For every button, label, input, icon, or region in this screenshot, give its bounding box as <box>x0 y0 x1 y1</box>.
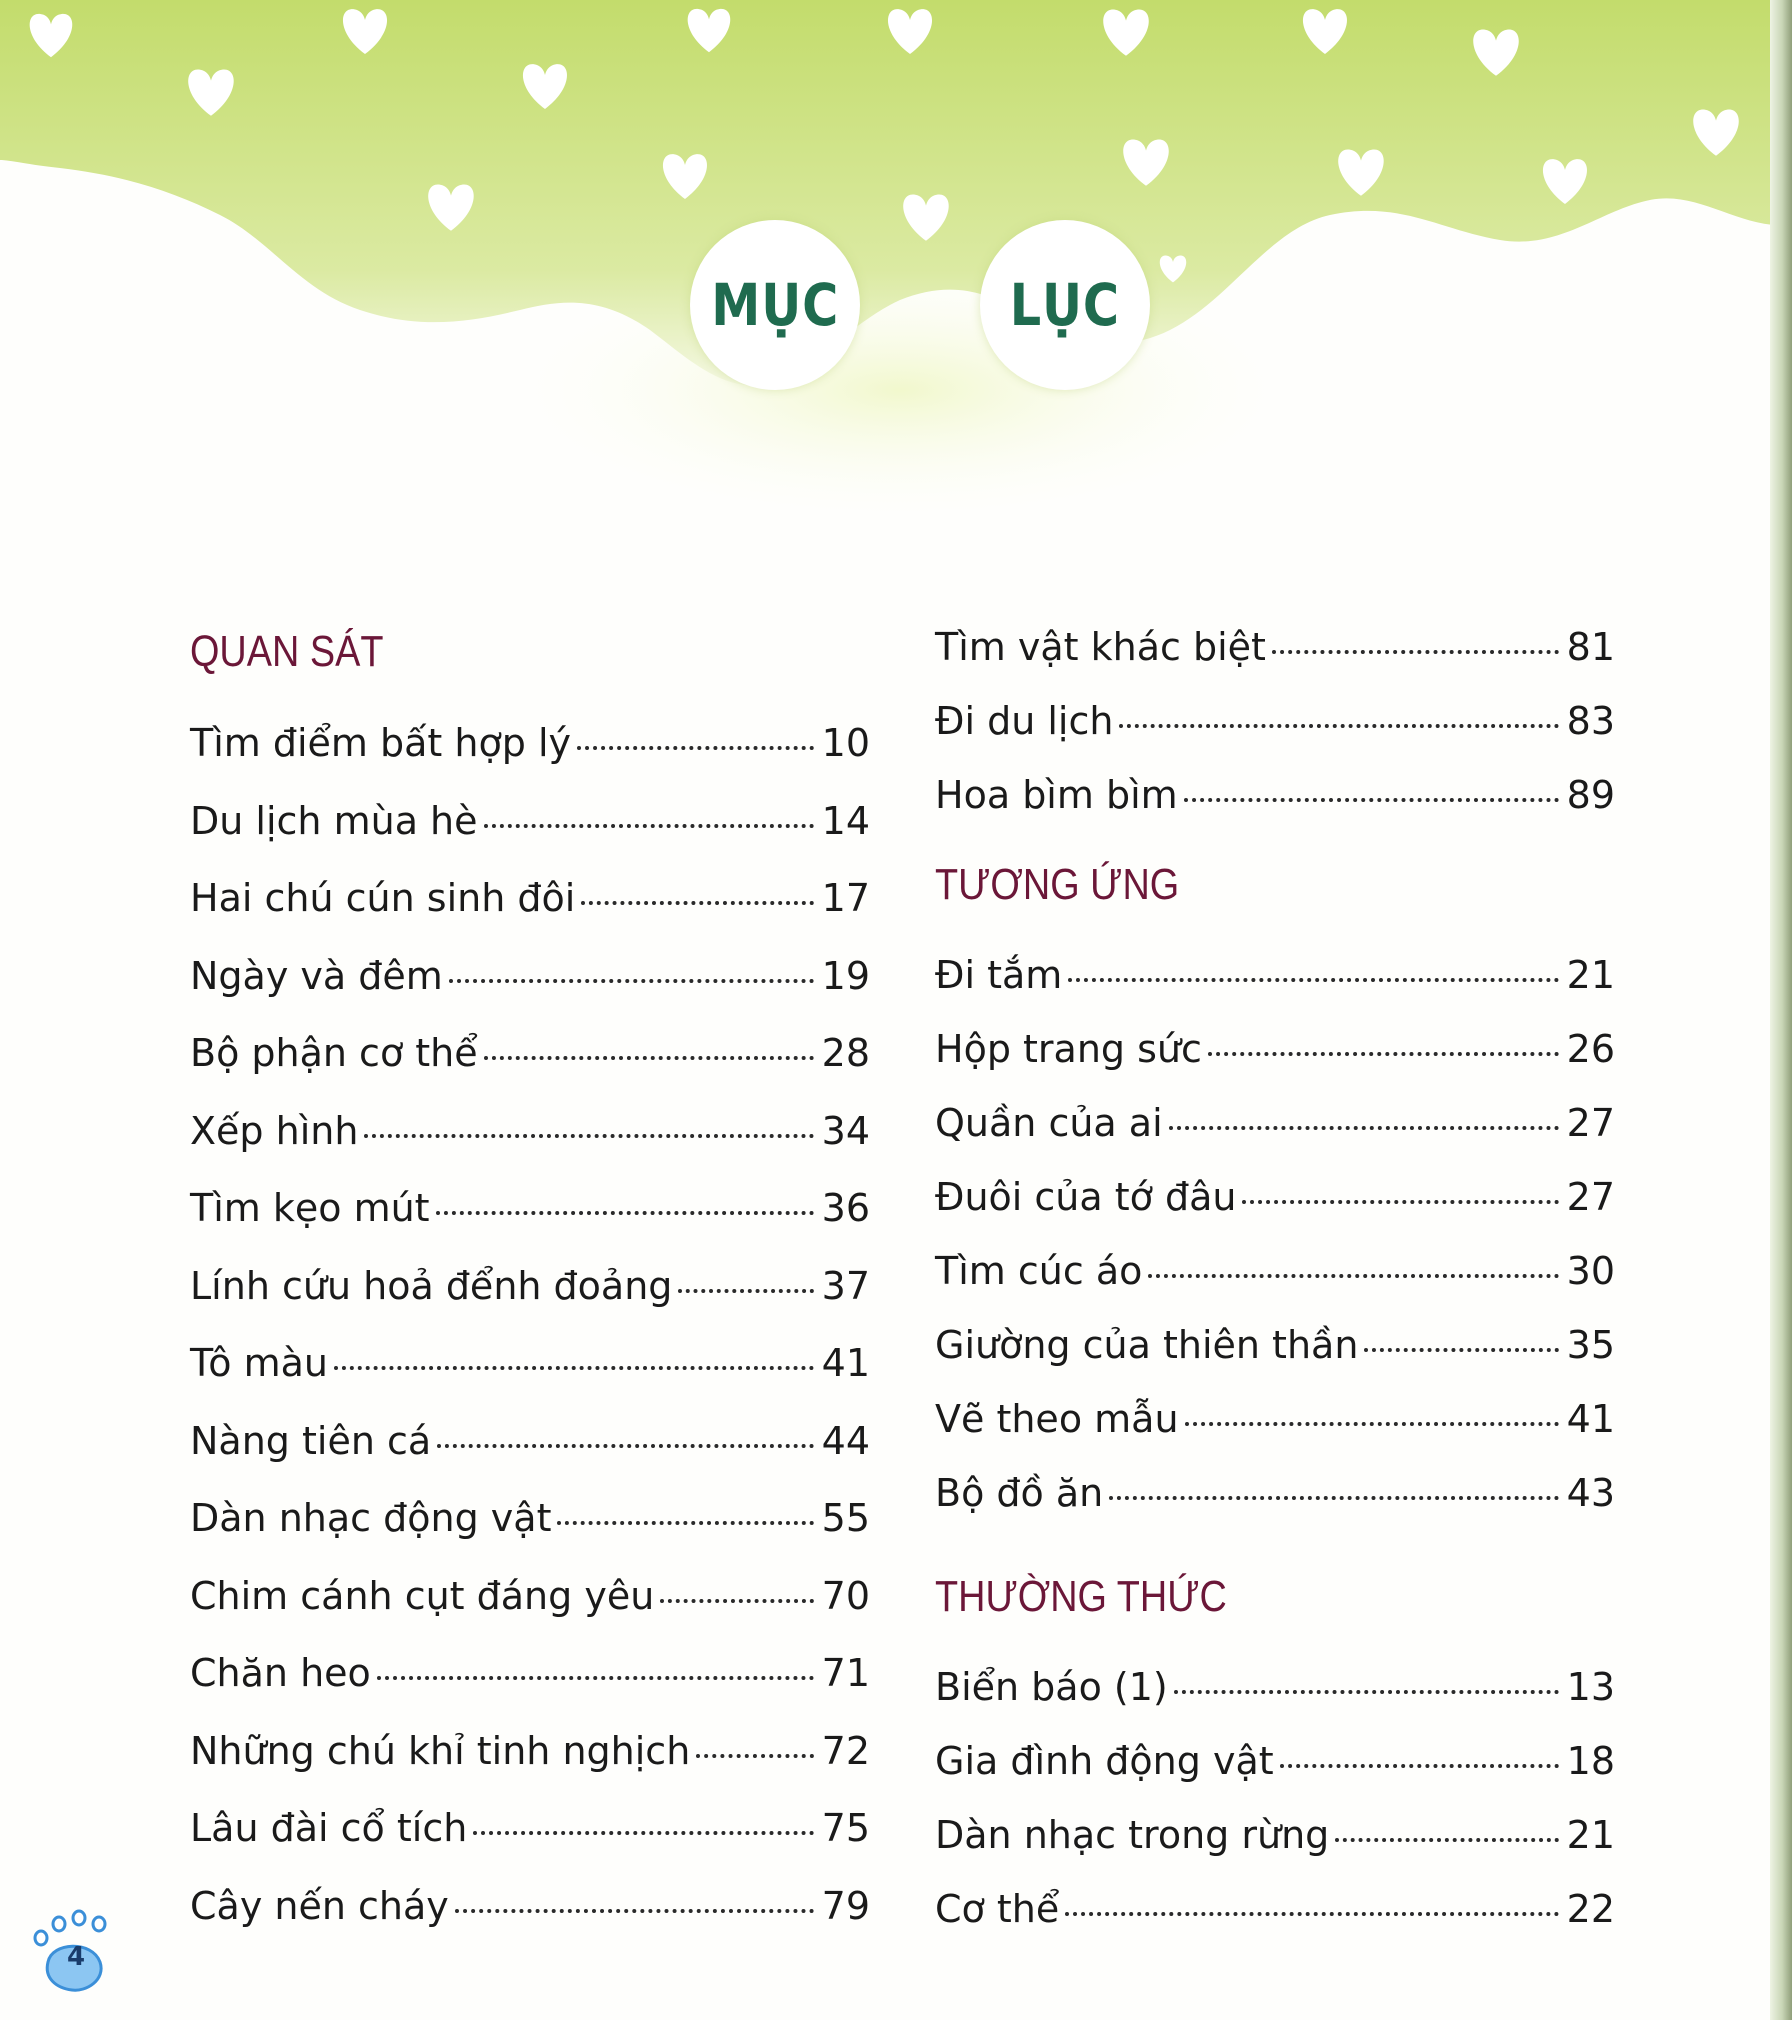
dot-leader <box>484 824 814 828</box>
page-number: 4 <box>66 1942 86 1972</box>
toc-entry-page: 83 <box>1566 699 1615 743</box>
dot-leader <box>1335 1838 1558 1842</box>
toc-entry-label: Bộ đồ ăn <box>935 1471 1104 1515</box>
toc-entry <box>935 1308 1615 1382</box>
toc-entry <box>190 1868 870 1946</box>
toc-entry-label: Ngày và đêm <box>190 953 443 998</box>
toc-entry <box>190 1558 870 1636</box>
toc-entry-label: Quần của ai <box>935 1101 1163 1145</box>
dot-leader <box>577 746 814 750</box>
toc-entry-label: Lính cứu hoả đểnh đoảng <box>190 1263 673 1308</box>
section-heading-thuong-thuc: THƯỜNG THỨC <box>935 1572 1227 1621</box>
toc-entry <box>190 1790 870 1868</box>
dot-leader <box>1280 1764 1559 1768</box>
toc-entry-label: Hộp trang sức <box>935 1027 1202 1071</box>
toc-entry-label: Tìm cúc áo <box>935 1249 1143 1293</box>
toc-entry-label: Đuôi của tớ đâu <box>935 1175 1237 1219</box>
toc-entry-label: Dàn nhạc động vật <box>190 1496 552 1540</box>
dot-leader <box>678 1289 813 1293</box>
toc-entry <box>190 1325 870 1403</box>
toc-entries-tuong-ung <box>935 938 1615 1530</box>
toc-entry-label: Nàng tiên cá <box>190 1418 432 1463</box>
toc-entry <box>935 1382 1615 1456</box>
toc-entry-page: 34 <box>821 1108 870 1153</box>
toc-entry <box>935 1456 1615 1530</box>
toc-entry-page: 21 <box>1566 1813 1615 1857</box>
dot-leader <box>1169 1126 1559 1130</box>
toc-entry-label: Tìm vật khác biệt <box>935 625 1266 669</box>
dot-leader <box>1364 1348 1558 1352</box>
toc-entry <box>190 705 870 783</box>
toc-entry-page: 75 <box>821 1806 870 1850</box>
toc-entry-label: Lâu đài cổ tích <box>190 1806 468 1850</box>
dot-leader <box>1174 1690 1559 1694</box>
toc-entries-thuong-thuc <box>935 1650 1615 1946</box>
toc-entry-label: Những chú khỉ tinh nghịch <box>190 1728 691 1773</box>
toc-entry <box>935 610 1615 684</box>
dot-leader <box>1242 1200 1558 1204</box>
dot-leader <box>1119 724 1558 728</box>
toc-entry-page: 37 <box>821 1263 870 1308</box>
dot-leader <box>436 1211 814 1215</box>
toc-entry-label: Tìm kẹo mút <box>190 1186 430 1230</box>
toc-entry-page: 13 <box>1566 1665 1615 1709</box>
toc-entry-label: Du lịch mùa hè <box>190 798 478 843</box>
toc-left-column <box>190 615 870 1945</box>
toc-entry-page: 44 <box>821 1418 870 1463</box>
dot-leader <box>473 1831 813 1835</box>
toc-entry-label: Biển báo (1) <box>935 1665 1168 1709</box>
title-bubble-luc <box>980 220 1150 390</box>
toc-entry-page: 22 <box>1566 1887 1615 1931</box>
toc-entry-label: Đi du lịch <box>935 699 1114 743</box>
dot-leader <box>696 1754 813 1758</box>
toc-entry <box>935 1798 1615 1872</box>
dot-leader <box>1109 1496 1558 1500</box>
dot-leader <box>1148 1274 1558 1278</box>
title-word-1: MỤC <box>711 271 839 339</box>
toc-entry-label: Xếp hình <box>190 1108 359 1153</box>
toc-entry-page: 17 <box>821 876 870 920</box>
toc-entry <box>190 1093 870 1171</box>
toc-entry <box>935 758 1615 832</box>
toc-entry-page: 79 <box>821 1883 870 1928</box>
toc-entries-continued <box>935 610 1615 832</box>
toc-entry <box>190 1015 870 1093</box>
toc-entry-page: 36 <box>821 1186 870 1230</box>
header-cloud-art <box>0 0 1792 620</box>
toc-entry-label: Cơ thể <box>935 1887 1060 1931</box>
toc-entry <box>190 1403 870 1481</box>
toc-entry-label: Chăn heo <box>190 1651 371 1695</box>
dot-leader <box>581 901 813 905</box>
toc-entry-label: Vẽ theo mẫu <box>935 1397 1179 1441</box>
toc-entry-label: Chim cánh cụt đáng yêu <box>190 1573 655 1618</box>
dot-leader <box>1185 1422 1559 1426</box>
toc-entry-page: 71 <box>821 1651 870 1695</box>
dot-leader <box>377 1676 814 1680</box>
toc-entry-page: 41 <box>1566 1397 1615 1441</box>
toc-entry-page: 89 <box>1566 773 1615 817</box>
toc-entries-quan-sat <box>190 705 870 1945</box>
toc-entry-label: Bộ phận cơ thể <box>190 1031 478 1075</box>
toc-entry-label: Cây nến cháy <box>190 1883 449 1928</box>
toc-entry-page: 10 <box>821 721 870 765</box>
toc-entry <box>935 1086 1615 1160</box>
toc-entry-page: 14 <box>821 798 870 843</box>
toc-entry-page: 27 <box>1566 1101 1615 1145</box>
section-heading-tuong-ung: TƯƠNG ỨNG <box>935 860 1180 909</box>
dot-leader <box>455 1909 814 1913</box>
dot-leader <box>1184 798 1559 802</box>
toc-entry <box>190 783 870 861</box>
toc-entry-page: 30 <box>1566 1249 1615 1293</box>
toc-entry-label: Tô màu <box>190 1341 328 1385</box>
toc-entry-page: 41 <box>821 1341 870 1385</box>
toc-entry-page: 43 <box>1566 1471 1615 1515</box>
toc-entry <box>935 938 1615 1012</box>
toc-entry-label: Đi tắm <box>935 953 1063 997</box>
section-heading-quan-sat: QUAN SÁT <box>190 627 384 676</box>
toc-entry-label: Hai chú cún sinh đôi <box>190 876 576 920</box>
toc-entry <box>190 1713 870 1791</box>
toc-entry-label: Gia đình động vật <box>935 1739 1274 1783</box>
book-spine-shadow <box>1770 0 1792 2020</box>
toc-entry-page: 26 <box>1566 1027 1615 1071</box>
toc-entry-page: 35 <box>1566 1323 1615 1367</box>
dot-leader <box>557 1521 813 1525</box>
toc-entry <box>190 938 870 1016</box>
toc-entry-page: 19 <box>821 953 870 998</box>
toc-entry-page: 21 <box>1566 953 1615 997</box>
dot-leader <box>334 1366 814 1370</box>
toc-entry-page: 18 <box>1566 1739 1615 1783</box>
toc-entry <box>935 1012 1615 1086</box>
toc-entry-page: 55 <box>821 1496 870 1540</box>
toc-entry-page: 81 <box>1566 625 1615 669</box>
dot-leader <box>364 1134 813 1138</box>
title-bubble-muc <box>690 220 860 390</box>
dot-leader <box>1068 978 1558 982</box>
toc-entry-label: Tìm điểm bất hợp lý <box>190 721 571 765</box>
toc-entry-label: Hoa bìm bìm <box>935 773 1178 817</box>
toc-entry <box>935 1234 1615 1308</box>
toc-entry <box>190 1480 870 1558</box>
toc-entry <box>190 860 870 938</box>
dot-leader <box>449 979 814 983</box>
toc-entry-page: 70 <box>821 1573 870 1618</box>
toc-entry-label: Giường của thiên thần <box>935 1323 1359 1367</box>
toc-entry-label: Dàn nhạc trong rừng <box>935 1813 1330 1857</box>
toc-entry <box>935 684 1615 758</box>
toc-entry <box>935 1650 1615 1724</box>
dot-leader <box>484 1056 814 1060</box>
toc-entry <box>190 1170 870 1248</box>
dot-leader <box>1208 1052 1559 1056</box>
toc-entry-page: 27 <box>1566 1175 1615 1219</box>
dot-leader <box>660 1599 813 1603</box>
toc-entry-page: 28 <box>821 1031 870 1075</box>
toc-entry <box>935 1724 1615 1798</box>
toc-entry <box>190 1248 870 1326</box>
title-word-2: LỤC <box>1009 271 1121 339</box>
dot-leader <box>1272 650 1559 654</box>
toc-entry <box>190 1635 870 1713</box>
toc-entry-page: 72 <box>821 1728 870 1773</box>
dot-leader <box>437 1444 813 1448</box>
toc-right-column <box>935 610 1615 1946</box>
toc-entry <box>935 1872 1615 1946</box>
dot-leader <box>1065 1912 1558 1916</box>
toc-entry <box>935 1160 1615 1234</box>
